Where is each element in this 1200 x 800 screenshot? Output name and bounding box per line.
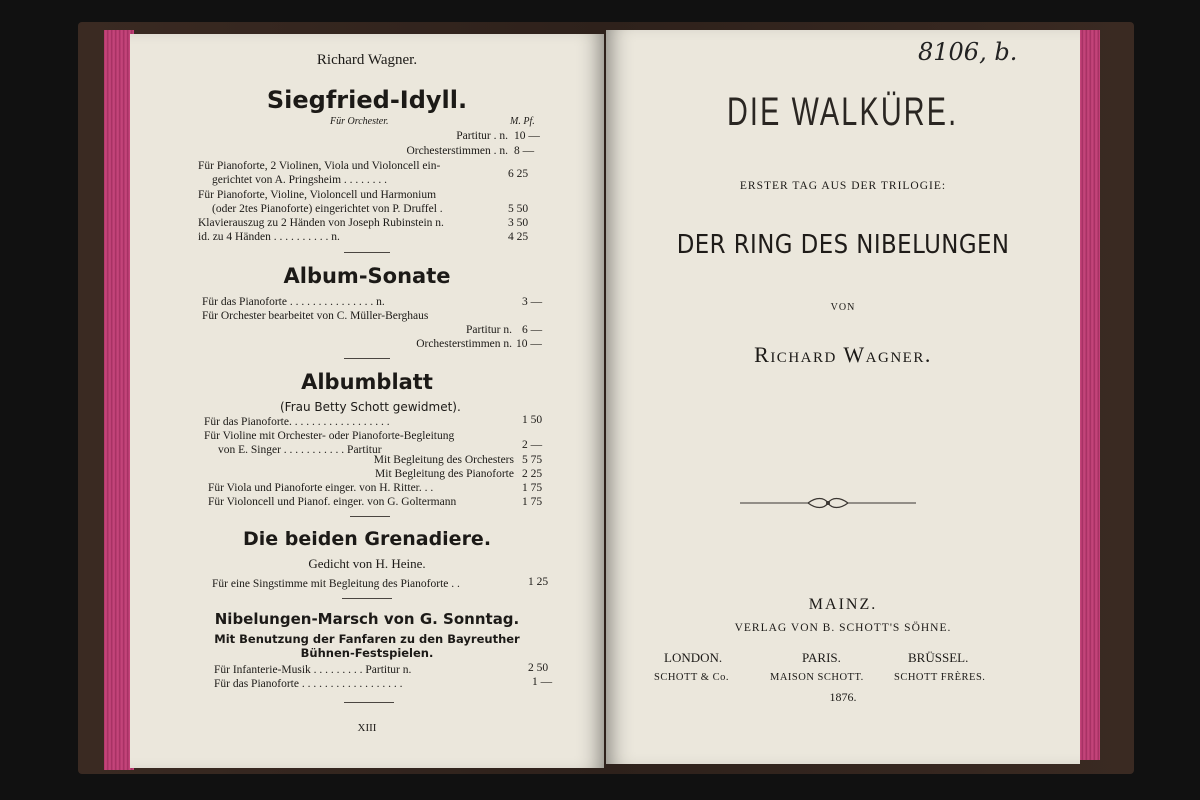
list-item: Für das Pianoforte . . . . . . . . . . . . . . . . . . [214, 678, 403, 690]
price: 2 — [522, 439, 543, 451]
list-item: Mit Begleitung des Pianoforte [375, 468, 514, 480]
author: Richard Wagner. [754, 342, 932, 367]
divider [342, 598, 392, 599]
list-item: Für das Pianoforte. . . . . . . . . . . . . . . . . . [204, 416, 390, 428]
list-item: Orchesterstimmen n. [416, 338, 512, 350]
divider [350, 516, 390, 517]
price: 1 50 [522, 414, 543, 426]
price: 5 50 [508, 203, 529, 215]
price: 2 25 [522, 468, 543, 480]
page-edges-right [1078, 30, 1100, 760]
list-item: Für Pianoforte, Violine, Violoncell und Harmonium [198, 189, 437, 201]
branch-city-bruessel: BRÜSSEL. [908, 650, 969, 665]
section-title-albumblatt: Albumblatt [301, 370, 433, 394]
section-subtitle: Bühnen-Festspielen. [300, 646, 434, 660]
city: MAINZ. [808, 596, 878, 613]
page-number: XIII [357, 722, 377, 734]
price: 10 — [514, 130, 540, 142]
divider [344, 252, 390, 253]
left-page [130, 34, 604, 768]
price: 3 50 [508, 217, 529, 229]
price: 5 75 [522, 454, 543, 466]
list-item: Für Viola und Pianoforte einger. von H. Ritter. . . [208, 482, 434, 494]
section-title-grenadiere: Die beiden Grenadiere. [242, 528, 492, 550]
section-title-nibelungen-marsch: Nibelungen-Marsch von G. Sonntag. [214, 610, 520, 628]
section-subtitle: Mit Benutzung der Fanfaren zu den Bayreuther [214, 632, 520, 646]
currency-header: M. Pf. [510, 116, 535, 127]
von-label: VON [830, 302, 856, 313]
list-item: gerichtet von A. Pringsheim . . . . . . . . [212, 174, 388, 186]
list-item: Für eine Singstimme mit Begleitung des Pianoforte . . [212, 578, 460, 590]
publisher: VERLAG VON B. SCHOTT'S SÖHNE. [734, 622, 952, 634]
list-item: Klavierauszug zu 2 Händen von Joseph Rubinstein n. [198, 217, 444, 229]
section-title-siegfried: Siegfried-Idyll. [266, 86, 468, 114]
title: DIE WALKÜRE. [727, 90, 959, 134]
list-item: (oder 2tes Pianoforte) eingerichtet von P. Druffel . [212, 203, 443, 215]
section-subtitle: (Frau Betty Schott gewidmet). [280, 400, 461, 414]
price: 1 25 [528, 576, 549, 588]
section-subtitle: Für Orchester. [330, 116, 389, 127]
price: 4 25 [508, 231, 529, 243]
section-title-album-sonate: Album-Sonate [283, 264, 451, 288]
list-item: Für Violoncell und Pianof. einger. von G. Goltermann [208, 496, 457, 508]
main-title-wrap [606, 230, 1080, 260]
list-item: von E. Singer . . . . . . . . . . . Partitur [218, 444, 382, 456]
list-item: Mit Begleitung des Orchesters [373, 454, 514, 466]
list-item: Für das Pianoforte . . . . . . . . . . . . . . . n. [202, 296, 385, 308]
list-item: Für Pianoforte, 2 Violinen, Viola und Violoncell ein- [198, 160, 441, 172]
list-item: Für Infanterie-Musik . . . . . . . . . Partitur n. [214, 664, 412, 676]
branch-firm-london: SCHOTT & Co. [654, 672, 729, 683]
price: 1 — [532, 676, 553, 688]
subtitle: ERSTER TAG AUS DER TRILOGIE: [739, 180, 947, 192]
list-item: Partitur n. [466, 324, 512, 336]
branch-city-london: LONDON. [664, 650, 723, 665]
list-item: Partitur . n. [456, 130, 508, 142]
right-page [606, 30, 1080, 764]
branch-firm-paris: MAISON SCHOTT. [770, 672, 864, 683]
price: 3 — [522, 296, 543, 308]
price: 6 25 [508, 168, 529, 180]
price: 8 — [514, 145, 535, 157]
year: 1876. [829, 690, 857, 704]
divider [344, 358, 390, 359]
price: 1 75 [522, 496, 543, 508]
price: 6 — [522, 324, 543, 336]
branch-city-paris: PARIS. [802, 650, 841, 665]
branch-firm-bruessel: SCHOTT FRÈRES. [894, 672, 986, 683]
price: 10 — [516, 338, 542, 350]
title-wrap [606, 90, 1080, 135]
handwritten-shelfmark: 8106, b. [918, 38, 1018, 66]
list-item: Orchesterstimmen . n. [406, 145, 508, 157]
main-title: DER RING DES NIBELUNGEN [676, 230, 1010, 260]
divider [344, 702, 394, 703]
list-item: Für Orchester bearbeitet von C. Müller-Berghaus [202, 310, 429, 322]
price: 1 75 [522, 482, 543, 494]
page-header: Richard Wagner. [316, 52, 418, 68]
list-item: Für Violine mit Orchester- oder Pianoforte-Begleitung [204, 430, 455, 442]
section-subtitle: Gedicht von H. Heine. [308, 556, 426, 571]
ornament-divider [738, 496, 918, 510]
price: 2 50 [528, 662, 549, 674]
list-item: id. zu 4 Händen . . . . . . . . . . n. [198, 231, 340, 243]
